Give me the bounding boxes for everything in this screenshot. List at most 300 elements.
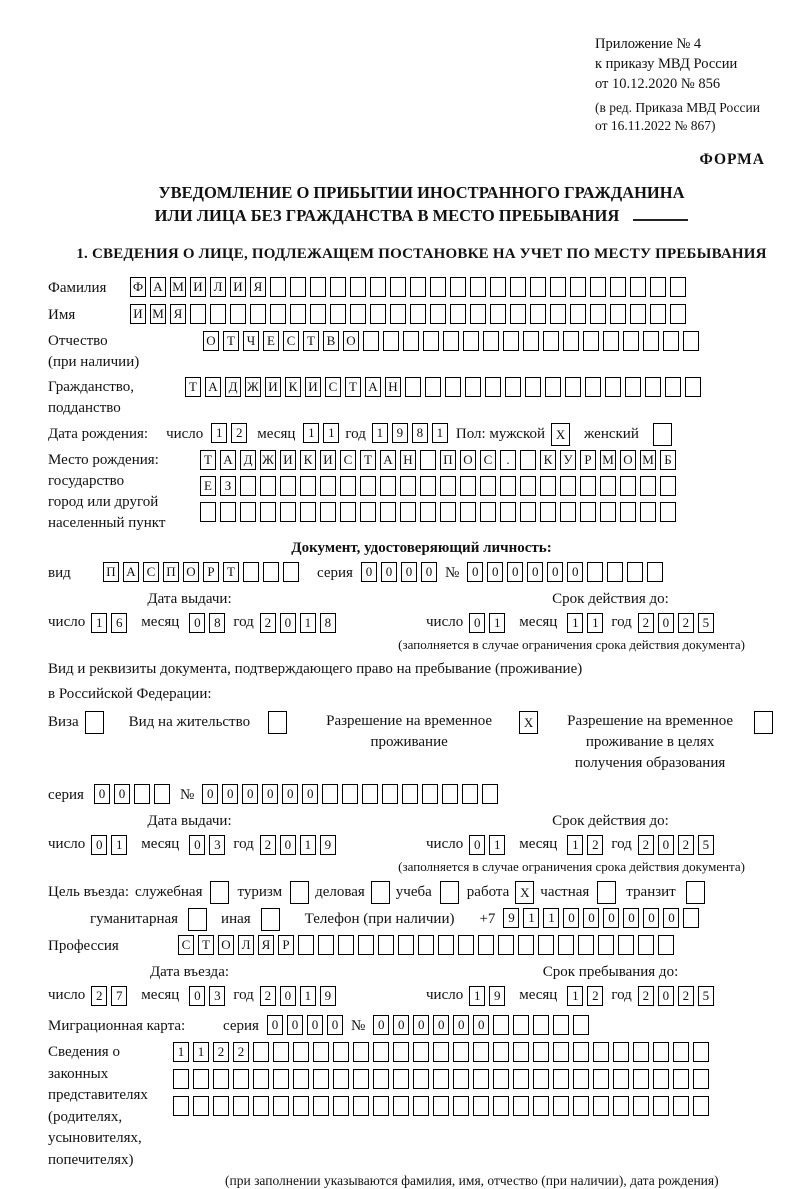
legal-cell[interactable] [413,1042,429,1062]
profession-cell[interactable] [298,935,314,955]
date-cell[interactable]: 9 [489,986,505,1006]
res-number-cell[interactable]: 0 [262,784,278,804]
patronymic-cell[interactable]: Е [263,331,279,351]
legal-cell[interactable] [693,1069,709,1089]
birthplace-cell[interactable]: Е [200,476,216,496]
citizenship-cell[interactable]: Т [185,377,201,397]
legal-cell[interactable] [493,1042,509,1062]
legal-cell[interactable] [633,1096,649,1116]
citizenship-cell[interactable]: Д [225,377,241,397]
profession-cell[interactable] [458,935,474,955]
given-name-cell[interactable] [630,304,646,324]
patronymic-cell[interactable]: О [203,331,219,351]
legal-cell[interactable] [253,1069,269,1089]
legal-cell[interactable] [233,1096,249,1116]
legal-cell[interactable] [433,1042,449,1062]
surname-cell[interactable]: И [230,277,246,297]
legal-cell[interactable] [493,1096,509,1116]
given-name-cell[interactable]: И [130,304,146,324]
given-name-cell[interactable] [450,304,466,324]
legal-cell[interactable] [273,1069,289,1089]
patronymic-cell[interactable] [623,331,639,351]
legal-cell[interactable] [493,1069,509,1089]
legal-cell[interactable] [313,1069,329,1089]
res-series-cell[interactable]: 0 [94,784,110,804]
given-name-cell[interactable] [470,304,486,324]
mig-number-cell[interactable]: 0 [453,1015,469,1035]
date-cell[interactable]: 5 [698,986,714,1006]
patronymic-cell[interactable] [363,331,379,351]
phone-cell[interactable]: 1 [523,908,539,928]
birthplace-cell[interactable] [640,476,656,496]
given-name-cell[interactable] [610,304,626,324]
profession-cell[interactable] [558,935,574,955]
doc-number-cell[interactable]: 0 [527,562,543,582]
mig-series-cell[interactable]: 0 [287,1015,303,1035]
citizenship-cell[interactable]: Ж [245,377,261,397]
mig-number-cell[interactable] [533,1015,549,1035]
mig-number-cell[interactable] [553,1015,569,1035]
date-cell[interactable]: 2 [638,613,654,633]
patronymic-cell[interactable] [523,331,539,351]
given-name-cell[interactable] [190,304,206,324]
doc-type-cell[interactable]: О [183,562,199,582]
birthplace-cell[interactable]: М [600,450,616,470]
birthplace-cell[interactable] [240,476,256,496]
res-number-cell[interactable] [342,784,358,804]
profession-cell[interactable] [598,935,614,955]
birth-year-cell[interactable]: 1 [432,423,448,443]
birth-year-cell[interactable]: 1 [372,423,388,443]
birthplace-cell[interactable]: . [500,450,516,470]
birthplace-cell[interactable]: Ж [260,450,276,470]
doc-number-cell[interactable] [587,562,603,582]
sex-female-box[interactable] [653,423,672,446]
birthplace-cell[interactable] [660,502,676,522]
res-number-cell[interactable] [402,784,418,804]
phone-cell[interactable] [683,908,699,928]
patronymic-cell[interactable] [683,331,699,351]
patronymic-cell[interactable]: С [283,331,299,351]
date-cell[interactable]: 1 [489,613,505,633]
citizenship-cell[interactable]: Н [385,377,401,397]
birthplace-cell[interactable] [640,502,656,522]
legal-cell[interactable]: 1 [173,1042,189,1062]
legal-cell[interactable] [513,1069,529,1089]
date-cell[interactable]: 1 [567,986,583,1006]
doc-series-cell[interactable]: 0 [381,562,397,582]
birthplace-cell[interactable] [360,502,376,522]
patronymic-cell[interactable]: В [323,331,339,351]
res-number-cell[interactable]: 0 [202,784,218,804]
birthplace-cell[interactable]: О [460,450,476,470]
given-name-cell[interactable] [350,304,366,324]
birthplace-cell[interactable]: Р [580,450,596,470]
surname-cell[interactable] [570,277,586,297]
birthplace-cell[interactable] [420,502,436,522]
profession-cell[interactable] [638,935,654,955]
birthplace-cell[interactable] [480,476,496,496]
birthplace-cell[interactable] [240,502,256,522]
legal-cell[interactable] [293,1069,309,1089]
patronymic-cell[interactable] [383,331,399,351]
date-cell[interactable]: 0 [280,835,296,855]
legal-cell[interactable] [413,1096,429,1116]
legal-cell[interactable] [653,1042,669,1062]
date-cell[interactable]: 7 [111,986,127,1006]
birthplace-cell[interactable] [480,502,496,522]
phone-cell[interactable]: 0 [643,908,659,928]
date-cell[interactable]: 2 [260,835,276,855]
surname-cell[interactable] [390,277,406,297]
legal-cell[interactable] [393,1069,409,1089]
legal-cell[interactable] [673,1096,689,1116]
given-name-cell[interactable]: Я [170,304,186,324]
profession-cell[interactable] [318,935,334,955]
citizenship-cell[interactable]: И [305,377,321,397]
birthplace-cell[interactable] [440,502,456,522]
doc-number-cell[interactable] [607,562,623,582]
temp-permit-edu-box[interactable] [754,711,773,734]
surname-cell[interactable]: Я [250,277,266,297]
doc-number-cell[interactable]: 0 [547,562,563,582]
doc-number-cell[interactable]: 0 [567,562,583,582]
legal-cell[interactable] [453,1042,469,1062]
date-cell[interactable]: 0 [469,613,485,633]
birthplace-cell[interactable]: А [380,450,396,470]
birthplace-cell[interactable] [300,476,316,496]
birthplace-cell[interactable] [600,502,616,522]
profession-cell[interactable] [518,935,534,955]
legal-cell[interactable] [213,1069,229,1089]
date-cell[interactable]: 8 [209,613,225,633]
patronymic-cell[interactable] [663,331,679,351]
legal-cell[interactable]: 2 [213,1042,229,1062]
legal-cell[interactable] [473,1096,489,1116]
legal-cell[interactable] [553,1042,569,1062]
profession-cell[interactable] [498,935,514,955]
date-cell[interactable]: 0 [280,613,296,633]
patronymic-cell[interactable] [423,331,439,351]
surname-cell[interactable] [410,277,426,297]
citizenship-cell[interactable]: А [365,377,381,397]
date-cell[interactable]: 0 [91,835,107,855]
given-name-cell[interactable] [670,304,686,324]
legal-cell[interactable] [553,1096,569,1116]
legal-cell[interactable] [273,1042,289,1062]
date-cell[interactable]: 0 [189,986,205,1006]
doc-type-cell[interactable]: С [143,562,159,582]
legal-cell[interactable] [473,1042,489,1062]
profession-cell[interactable] [398,935,414,955]
purpose-other-box[interactable] [261,908,280,931]
given-name-cell[interactable]: М [150,304,166,324]
birthplace-cell[interactable] [560,502,576,522]
phone-cell[interactable]: 1 [543,908,559,928]
citizenship-cell[interactable] [625,377,641,397]
res-series-cell[interactable] [154,784,170,804]
surname-cell[interactable] [350,277,366,297]
legal-cell[interactable] [373,1069,389,1089]
legal-cell[interactable] [693,1096,709,1116]
birthplace-cell[interactable] [360,476,376,496]
given-name-cell[interactable] [550,304,566,324]
legal-cell[interactable] [573,1069,589,1089]
citizenship-cell[interactable] [585,377,601,397]
birthplace-cell[interactable] [520,476,536,496]
birthplace-cell[interactable] [620,502,636,522]
birthplace-cell[interactable]: З [220,476,236,496]
legal-cell[interactable] [393,1096,409,1116]
surname-cell[interactable] [310,277,326,297]
birthplace-cell[interactable] [500,476,516,496]
legal-cell[interactable]: 1 [193,1042,209,1062]
birthplace-cell[interactable] [520,450,536,470]
legal-cell[interactable] [613,1096,629,1116]
birthplace-cell[interactable] [220,502,236,522]
date-cell[interactable]: 2 [260,613,276,633]
legal-cell[interactable] [433,1069,449,1089]
surname-cell[interactable] [590,277,606,297]
profession-cell[interactable] [338,935,354,955]
mig-number-cell[interactable]: 0 [413,1015,429,1035]
legal-cell[interactable] [653,1069,669,1089]
given-name-cell[interactable] [310,304,326,324]
birth-year-cell[interactable]: 9 [392,423,408,443]
birthplace-cell[interactable] [580,476,596,496]
citizenship-cell[interactable] [525,377,541,397]
mig-series-cell[interactable]: 0 [267,1015,283,1035]
legal-cell[interactable] [293,1096,309,1116]
surname-cell[interactable] [470,277,486,297]
birthplace-cell[interactable]: Н [400,450,416,470]
doc-type-cell[interactable] [263,562,279,582]
patronymic-cell[interactable] [443,331,459,351]
doc-number-cell[interactable]: 0 [487,562,503,582]
legal-cell[interactable] [293,1042,309,1062]
birth-year-cell[interactable]: 8 [412,423,428,443]
purpose-work-box[interactable]: X [515,881,534,904]
birthplace-cell[interactable]: С [340,450,356,470]
legal-cell[interactable] [613,1069,629,1089]
birthplace-cell[interactable] [400,502,416,522]
legal-cell[interactable] [253,1042,269,1062]
date-cell[interactable]: 2 [678,986,694,1006]
legal-cell[interactable] [213,1096,229,1116]
given-name-cell[interactable] [570,304,586,324]
citizenship-cell[interactable] [445,377,461,397]
legal-cell[interactable] [533,1096,549,1116]
citizenship-cell[interactable] [505,377,521,397]
mig-series-cell[interactable]: 0 [327,1015,343,1035]
birthplace-cell[interactable] [380,502,396,522]
birthplace-cell[interactable] [260,502,276,522]
birthplace-cell[interactable] [420,476,436,496]
date-cell[interactable]: 2 [638,986,654,1006]
birthplace-cell[interactable] [440,476,456,496]
date-cell[interactable]: 2 [587,986,603,1006]
given-name-cell[interactable] [590,304,606,324]
given-name-cell[interactable] [330,304,346,324]
birthplace-cell[interactable] [280,502,296,522]
date-cell[interactable]: 1 [469,986,485,1006]
legal-cell[interactable] [573,1096,589,1116]
res-number-cell[interactable] [482,784,498,804]
given-name-cell[interactable] [390,304,406,324]
res-number-cell[interactable] [362,784,378,804]
profession-cell[interactable]: Я [258,935,274,955]
citizenship-cell[interactable]: К [285,377,301,397]
given-name-cell[interactable] [410,304,426,324]
profession-cell[interactable] [478,935,494,955]
given-name-cell[interactable] [270,304,286,324]
birthplace-cell[interactable]: И [280,450,296,470]
patronymic-cell[interactable]: Ч [243,331,259,351]
patronymic-cell[interactable]: Т [303,331,319,351]
date-cell[interactable]: 0 [189,835,205,855]
surname-cell[interactable]: Л [210,277,226,297]
surname-cell[interactable] [430,277,446,297]
citizenship-cell[interactable] [605,377,621,397]
date-cell[interactable]: 2 [587,835,603,855]
profession-cell[interactable]: Л [238,935,254,955]
purpose-transit-box[interactable] [686,881,705,904]
birthplace-cell[interactable] [280,476,296,496]
legal-cell[interactable] [193,1069,209,1089]
given-name-cell[interactable] [530,304,546,324]
legal-cell[interactable] [313,1042,329,1062]
legal-cell[interactable] [253,1096,269,1116]
date-cell[interactable]: 1 [567,613,583,633]
patronymic-cell[interactable] [543,331,559,351]
patronymic-cell[interactable] [503,331,519,351]
legal-cell[interactable] [173,1069,189,1089]
residence-permit-box[interactable] [268,711,287,734]
surname-cell[interactable] [270,277,286,297]
legal-cell[interactable] [593,1069,609,1089]
date-cell[interactable]: 1 [300,835,316,855]
doc-type-cell[interactable]: Р [203,562,219,582]
birthplace-cell[interactable] [420,450,436,470]
res-number-cell[interactable]: 0 [302,784,318,804]
surname-cell[interactable]: Ф [130,277,146,297]
birthplace-cell[interactable]: Т [200,450,216,470]
surname-cell[interactable] [510,277,526,297]
profession-cell[interactable] [378,935,394,955]
visa-box[interactable] [85,711,104,734]
citizenship-cell[interactable] [425,377,441,397]
date-cell[interactable]: 1 [300,986,316,1006]
profession-cell[interactable] [578,935,594,955]
mig-number-cell[interactable]: 0 [393,1015,409,1035]
date-cell[interactable]: 9 [320,986,336,1006]
patronymic-cell[interactable] [583,331,599,351]
date-cell[interactable]: 2 [678,613,694,633]
phone-cell[interactable]: 0 [623,908,639,928]
legal-cell[interactable] [533,1042,549,1062]
birthplace-cell[interactable] [540,476,556,496]
res-series-cell[interactable]: 0 [114,784,130,804]
date-cell[interactable]: 2 [91,986,107,1006]
legal-cell[interactable] [453,1069,469,1089]
birthplace-cell[interactable] [600,476,616,496]
birthplace-cell[interactable]: К [540,450,556,470]
birthplace-cell[interactable] [520,502,536,522]
legal-cell[interactable] [333,1042,349,1062]
profession-cell[interactable]: Р [278,935,294,955]
legal-cell[interactable] [613,1042,629,1062]
mig-number-cell[interactable]: 0 [373,1015,389,1035]
legal-cell[interactable] [173,1096,189,1116]
legal-cell[interactable] [553,1069,569,1089]
date-cell[interactable]: 0 [189,613,205,633]
citizenship-cell[interactable]: Т [345,377,361,397]
citizenship-cell[interactable] [565,377,581,397]
legal-cell[interactable] [353,1042,369,1062]
profession-cell[interactable]: С [178,935,194,955]
legal-cell[interactable] [593,1042,609,1062]
birthplace-cell[interactable] [400,476,416,496]
date-cell[interactable]: 1 [300,613,316,633]
birthplace-cell[interactable]: Д [240,450,256,470]
birthplace-cell[interactable] [660,476,676,496]
surname-cell[interactable] [450,277,466,297]
birthplace-cell[interactable]: Т [360,450,376,470]
sex-male-box[interactable]: X [551,423,570,446]
date-cell[interactable]: 1 [91,613,107,633]
surname-cell[interactable] [630,277,646,297]
birthplace-cell[interactable] [380,476,396,496]
birthplace-cell[interactable]: П [440,450,456,470]
birthplace-cell[interactable]: С [480,450,496,470]
purpose-study-box[interactable] [440,881,459,904]
legal-cell[interactable] [373,1096,389,1116]
legal-cell[interactable] [633,1069,649,1089]
legal-cell[interactable] [673,1069,689,1089]
birthplace-cell[interactable] [500,502,516,522]
mig-number-cell[interactable] [493,1015,509,1035]
patronymic-cell[interactable] [563,331,579,351]
res-number-cell[interactable]: 0 [222,784,238,804]
date-cell[interactable]: 8 [320,613,336,633]
date-cell[interactable]: 0 [658,613,674,633]
doc-type-cell[interactable]: П [103,562,119,582]
profession-cell[interactable] [618,935,634,955]
date-cell[interactable]: 1 [489,835,505,855]
legal-cell[interactable] [333,1069,349,1089]
birthplace-cell[interactable]: К [300,450,316,470]
profession-cell[interactable] [438,935,454,955]
birthplace-cell[interactable] [460,476,476,496]
legal-cell[interactable] [353,1069,369,1089]
given-name-cell[interactable] [210,304,226,324]
legal-cell[interactable] [413,1069,429,1089]
date-cell[interactable]: 0 [658,986,674,1006]
purpose-tourism-box[interactable] [290,881,309,904]
birthplace-cell[interactable] [340,502,356,522]
date-cell[interactable]: 2 [638,835,654,855]
surname-cell[interactable] [290,277,306,297]
legal-cell[interactable] [533,1069,549,1089]
legal-cell[interactable] [353,1096,369,1116]
legal-cell[interactable] [573,1042,589,1062]
res-number-cell[interactable] [442,784,458,804]
res-number-cell[interactable] [322,784,338,804]
given-name-cell[interactable] [490,304,506,324]
legal-cell[interactable] [333,1096,349,1116]
date-cell[interactable]: 0 [469,835,485,855]
mig-number-cell[interactable]: 0 [433,1015,449,1035]
